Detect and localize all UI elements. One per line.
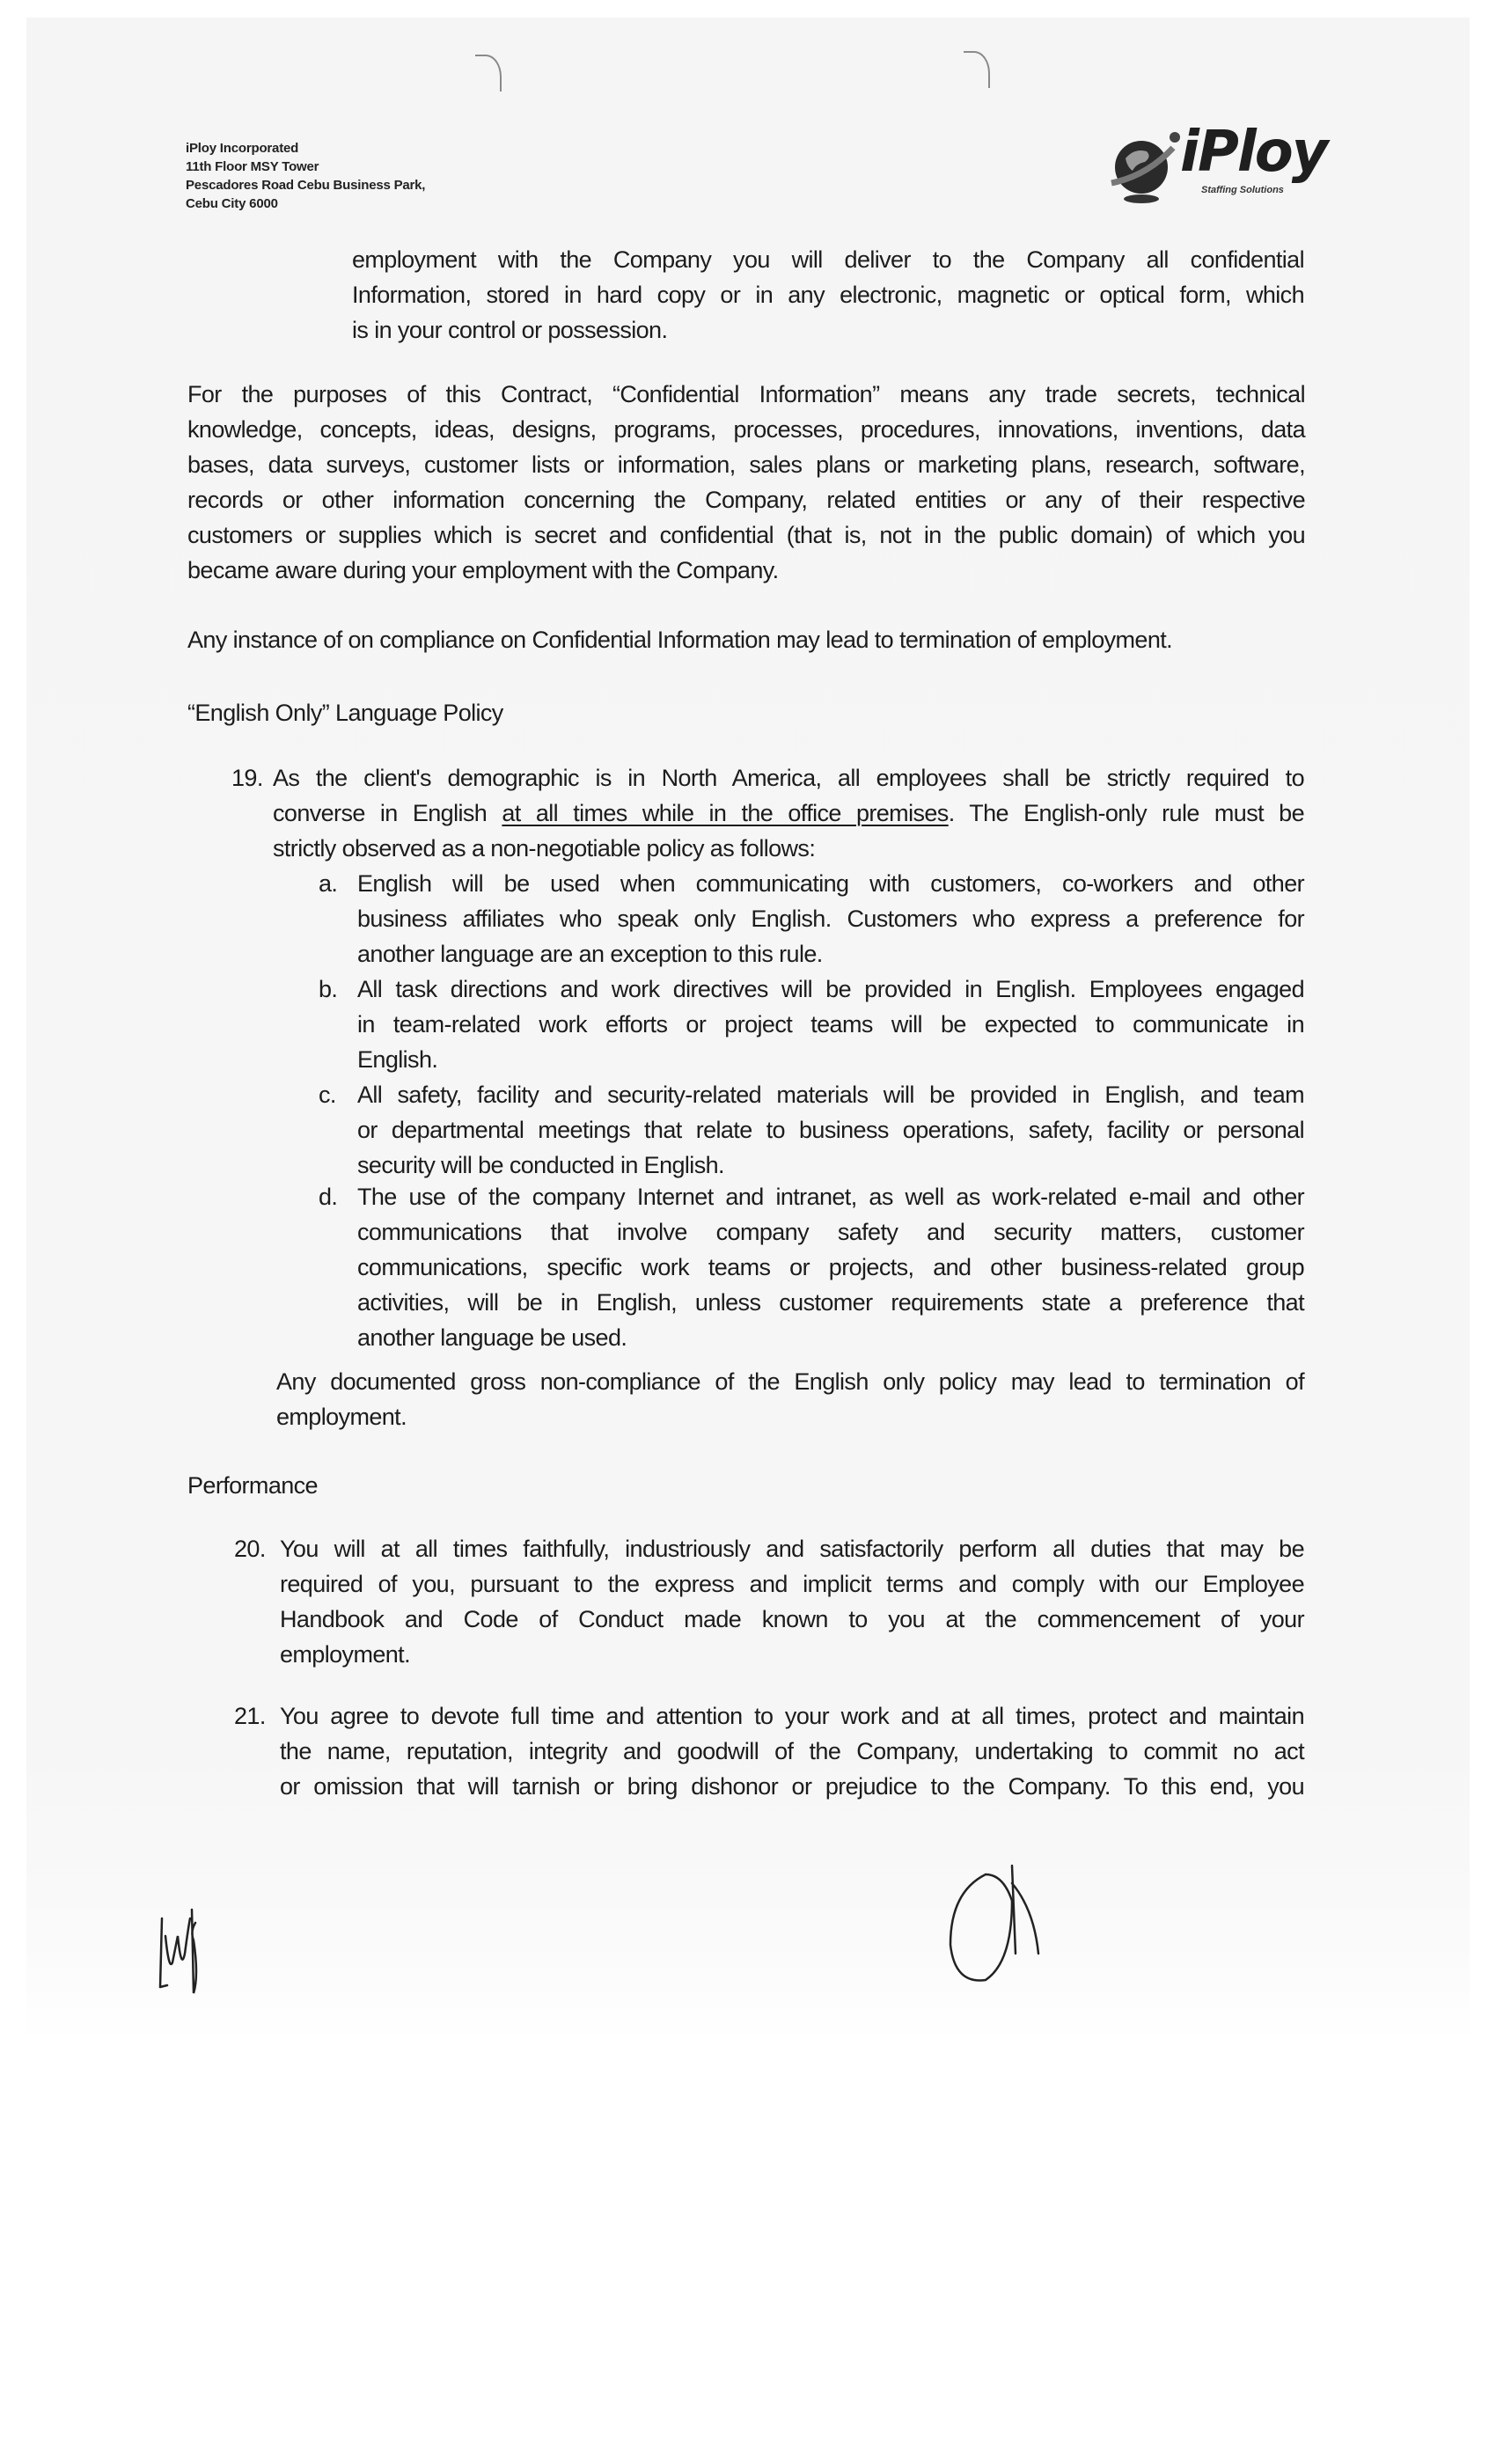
address-line: Pescadores Road Cebu Business Park, <box>186 178 426 193</box>
paragraph-line: communications that involve company safety and security matters, customer <box>357 1219 1304 1245</box>
paragraph-line: activities, will be in English, unless customer requirements state a preference that <box>357 1289 1304 1316</box>
item-number: 19. <box>231 765 263 791</box>
paragraph-line: the name, reputation, integrity and goodwill of the Company, undertaking to commit no act <box>280 1738 1304 1764</box>
paragraph-line: English will be used when communicating with customers, co-workers and other <box>357 870 1304 897</box>
item-21-text <box>280 1698 1304 1804</box>
section-heading-performance: Performance <box>187 1472 318 1499</box>
initials-signature-left <box>150 1883 229 1998</box>
paragraph-line: All task directions and work directives will be provided in English. Employees engaged <box>357 976 1304 1002</box>
paragraph-line: became aware during your employment with the Company. <box>187 557 779 583</box>
sub-item-letter: d. <box>319 1184 338 1210</box>
paragraph-line: another language are an exception to this rule. <box>357 941 823 967</box>
paragraph-line: You agree to devote full time and attention to your work and at all times, protect and maintain <box>280 1703 1304 1729</box>
paragraph-line: records or other information concerning the Company, related entities or any of their respective <box>187 487 1305 513</box>
paragraph-line: or departmental meetings that relate to business operations, safety, facility or personal <box>357 1117 1304 1143</box>
paragraph-line: bases, data surveys, customer lists or information, sales plans or marketing plans, research, software, <box>187 451 1305 478</box>
paragraph-line: communications, specific work teams or projects, and other business-related group <box>357 1254 1304 1280</box>
address-line: 11th Floor MSY Tower <box>186 159 319 174</box>
address-line: Cebu City 6000 <box>186 196 278 211</box>
section-heading-english-only: “English Only” Language Policy <box>187 700 503 726</box>
paragraph-line: employment. <box>280 1641 410 1668</box>
sub-item-d <box>357 1179 1304 1355</box>
company-logo <box>1104 121 1342 209</box>
paragraph-line: in team-related work efforts or project teams will be expected to communicate in <box>357 1011 1304 1038</box>
paragraph-line <box>273 796 1304 831</box>
underlined-text: at all times while in the office premises <box>502 800 949 826</box>
text-segment: converse in English <box>273 800 502 826</box>
item-20-text <box>280 1531 1304 1672</box>
paragraph-line: security will be conducted in English. <box>357 1152 724 1178</box>
paragraph-line: For the purposes of this Contract, “Confidential Information” means any trade secrets, technical <box>187 381 1305 407</box>
paragraph-line: employment with the Company you will deliver to the Company all confidential <box>352 246 1304 273</box>
noncompliance-paragraph <box>187 622 1305 657</box>
paragraph-line: English. <box>357 1046 438 1073</box>
paragraph-line: Handbook and Code of Conduct made known to you at the commencement of your <box>280 1606 1304 1632</box>
paragraph-line: business affiliates who speak only English. Customers who express a preference for <box>357 906 1304 932</box>
sub-item-c <box>357 1077 1304 1183</box>
globe-icon <box>1104 121 1184 209</box>
paragraph-line: As the client's demographic is in North America, all employees shall be strictly required to <box>273 765 1304 791</box>
paragraph-line: All safety, facility and security-related materials will be provided in English, and team <box>357 1082 1304 1108</box>
paragraph-line: Information, stored in hard copy or in any electronic, magnetic or optical form, which <box>352 282 1304 308</box>
sub-item-letter: c. <box>319 1082 336 1108</box>
paragraph-line: Any instance of on compliance on Confidential Information may lead to termination of employment. <box>187 627 1173 653</box>
intro-paragraph <box>352 242 1304 348</box>
paragraph-line: You will at all times faithfully, industriously and satisfactorily perform all duties that may be <box>280 1536 1304 1562</box>
sub-item-a <box>357 866 1304 972</box>
paragraph-line: knowledge, concepts, ideas, designs, programs, processes, procedures, innovations, inventions, data <box>187 416 1305 443</box>
company-name: iPloy Incorporated <box>186 141 299 156</box>
paragraph-line: Any documented gross non-compliance of the English only policy may lead to termination of <box>276 1368 1304 1395</box>
initials-signature-right <box>924 1857 1065 1998</box>
item-number: 20. <box>234 1536 266 1562</box>
paragraph-line: required of you, pursuant to the express and implicit terms and comply with our Employee <box>280 1571 1304 1597</box>
company-address-block <box>186 139 425 213</box>
english-policy-closing <box>276 1364 1304 1434</box>
text-segment: . The English-only rule must be <box>948 800 1304 826</box>
paragraph-line: is in your control or possession. <box>352 317 668 343</box>
sub-item-letter: a. <box>319 870 338 897</box>
item-19-text <box>273 760 1304 866</box>
logo-tagline: Staffing Solutions <box>1201 185 1284 195</box>
paragraph-line: strictly observed as a non-negotiable policy as follows: <box>273 835 816 862</box>
paragraph-line: The use of the company Internet and intranet, as well as work-related e-mail and other <box>357 1184 1304 1210</box>
sub-item-letter: b. <box>319 976 338 1002</box>
confidential-information-definition <box>187 377 1305 588</box>
paragraph-line: another language be used. <box>357 1324 627 1351</box>
item-number: 21. <box>234 1703 266 1729</box>
paragraph-line: or omission that will tarnish or bring dishonor or prejudice to the Company. To this end, you <box>280 1773 1304 1800</box>
paragraph-line: customers or supplies which is secret and confidential (that is, not in the public domain) of which you <box>187 522 1305 548</box>
sub-item-b <box>357 972 1304 1077</box>
logo-wordmark: iPloy <box>1180 120 1327 185</box>
paragraph-line: employment. <box>276 1404 407 1430</box>
